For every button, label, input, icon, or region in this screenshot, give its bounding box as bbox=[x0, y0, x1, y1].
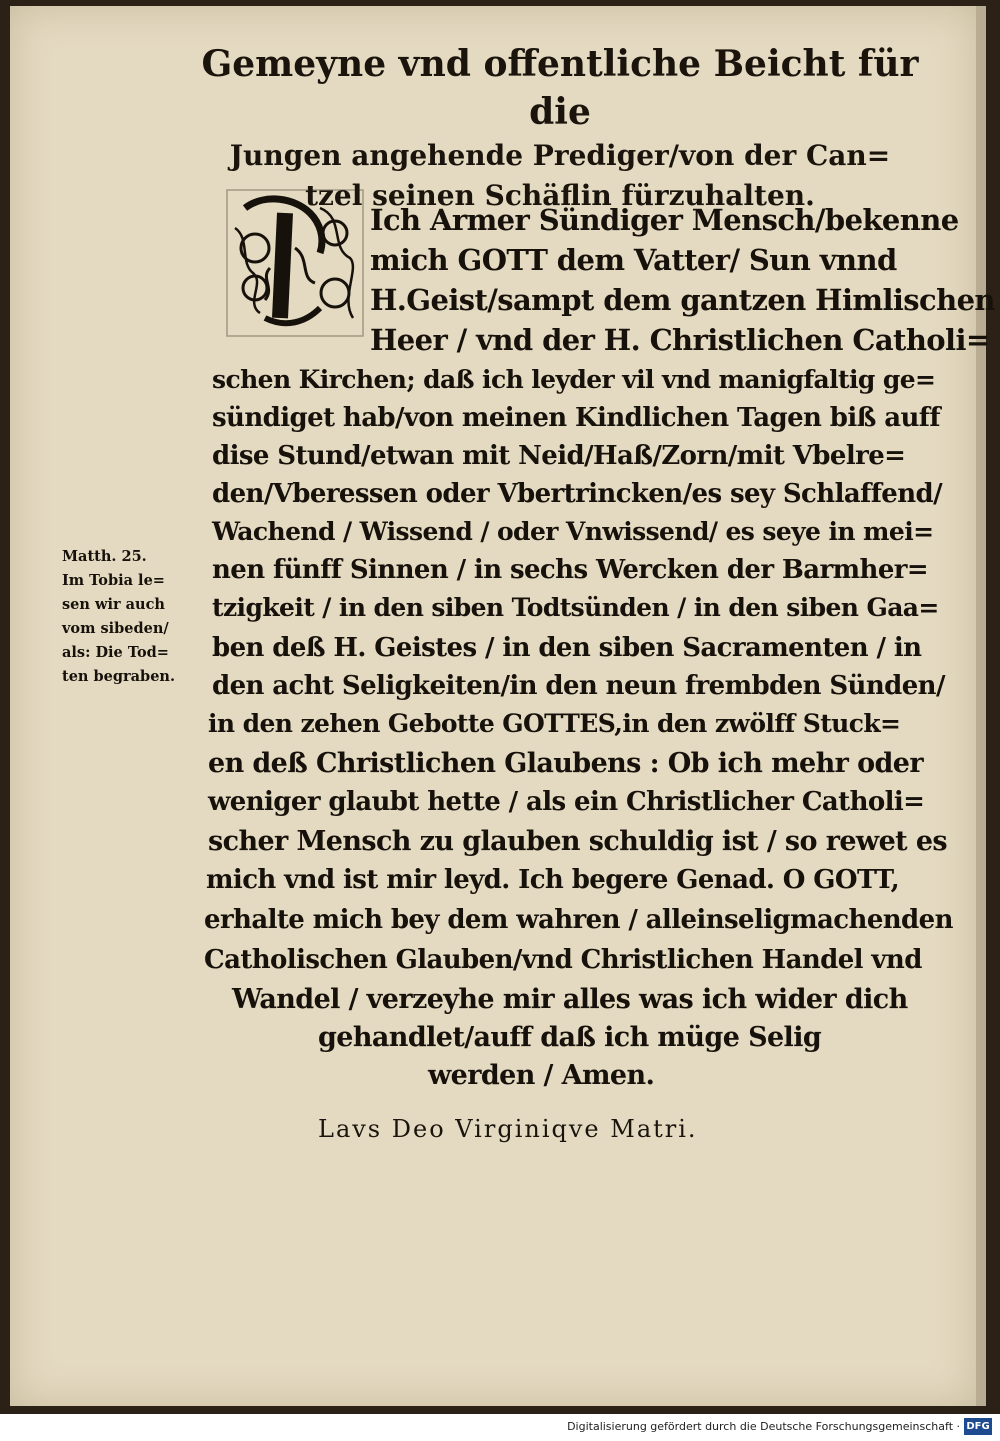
funding-notice: Digitalisierung gefördert durch die Deutsche Forschungsgemeinschaft · bbox=[567, 1420, 960, 1433]
text-line: Heer / vnd der H. Christlichen Catholi= bbox=[370, 323, 990, 357]
margin-note-line: Matth. 25. bbox=[62, 548, 147, 565]
dfg-logo-icon: DFG bbox=[964, 1418, 992, 1435]
text-line: dise Stund/etwan mit Neid/Haß/Zorn/mit Vbelre= bbox=[212, 441, 906, 471]
margin-note-line: sen wir auch bbox=[62, 596, 165, 613]
footer-bar bbox=[0, 1414, 1000, 1441]
text-line: Wachend / Wissend / oder Vnwissend/ es seye in mei= bbox=[212, 517, 934, 546]
text-line: tzigkeit / in den siben Todtsünden / in den siben Gaa= bbox=[212, 593, 939, 622]
text-line: nen fünff Sinnen / in sechs Wercken der Barmher= bbox=[212, 555, 929, 585]
text-line: gehandlet/auff daß ich müge Selig bbox=[318, 1022, 822, 1053]
margin-note bbox=[62, 545, 202, 689]
text-line: weniger glaubt hette / als ein Christlicher Catholi= bbox=[208, 787, 925, 817]
text-line: schen Kirchen; daß ich leyder vil vnd manigfaltig ge= bbox=[212, 365, 936, 394]
margin-note-line: vom sibeden/ bbox=[62, 620, 169, 637]
text-line: werden / Amen. bbox=[428, 1060, 655, 1091]
text-line: erhalte mich bey dem wahren / alleinseligmachenden bbox=[204, 905, 953, 935]
text-line: den/Vberessen oder Vbertrincken/es sey Schlaffend/ bbox=[212, 479, 943, 509]
text-line: Catholischen Glauben/vnd Christlichen Handel vnd bbox=[204, 945, 922, 975]
text-line: den acht Seligkeiten/in den neun frembden Sünden/ bbox=[212, 671, 945, 701]
margin-note-line: ten begraben. bbox=[62, 668, 176, 685]
text-line: en deß Christlichen Glaubens : Ob ich mehr oder bbox=[208, 748, 923, 779]
text-line: in den zehen Gebotte GOTTES,in den zwölff Stuck= bbox=[208, 709, 901, 738]
text-line: scher Mensch zu glauben schuldig ist / so rewet es bbox=[208, 826, 947, 857]
margin-note-line: als: Die Tod= bbox=[62, 644, 169, 661]
text-line: Wandel / verzeyhe mir alles was ich wider dich bbox=[232, 984, 908, 1015]
text-line: mich vnd ist mir leyd. Ich begere Genad. O GOTT, bbox=[206, 865, 900, 895]
heading-line-3: tzel seinen Schäflin fürzuhalten. bbox=[305, 179, 815, 212]
text-line: H.Geist/sampt dem gantzen Himlischen bbox=[370, 283, 995, 317]
text-line: mich GOTT dem Vatter/ Sun vnnd bbox=[370, 243, 897, 277]
heading-line-1: Gemeyne vnd offentliche Beicht für die bbox=[201, 43, 919, 133]
closing-line: Lavs Deo Virginiqve Matri. bbox=[318, 1115, 698, 1143]
text-line: Ich Armer Sündiger Mensch/bekenne bbox=[370, 203, 959, 237]
text-line: ben deß H. Geistes / in den siben Sacramenten / in bbox=[212, 633, 922, 663]
heading-line-2: Jungen angehende Prediger/von der Can= bbox=[229, 139, 891, 172]
margin-note-line: Im Tobia le= bbox=[62, 572, 165, 589]
text-line: sündiget hab/von meinen Kindlichen Tagen biß auff bbox=[212, 403, 940, 433]
